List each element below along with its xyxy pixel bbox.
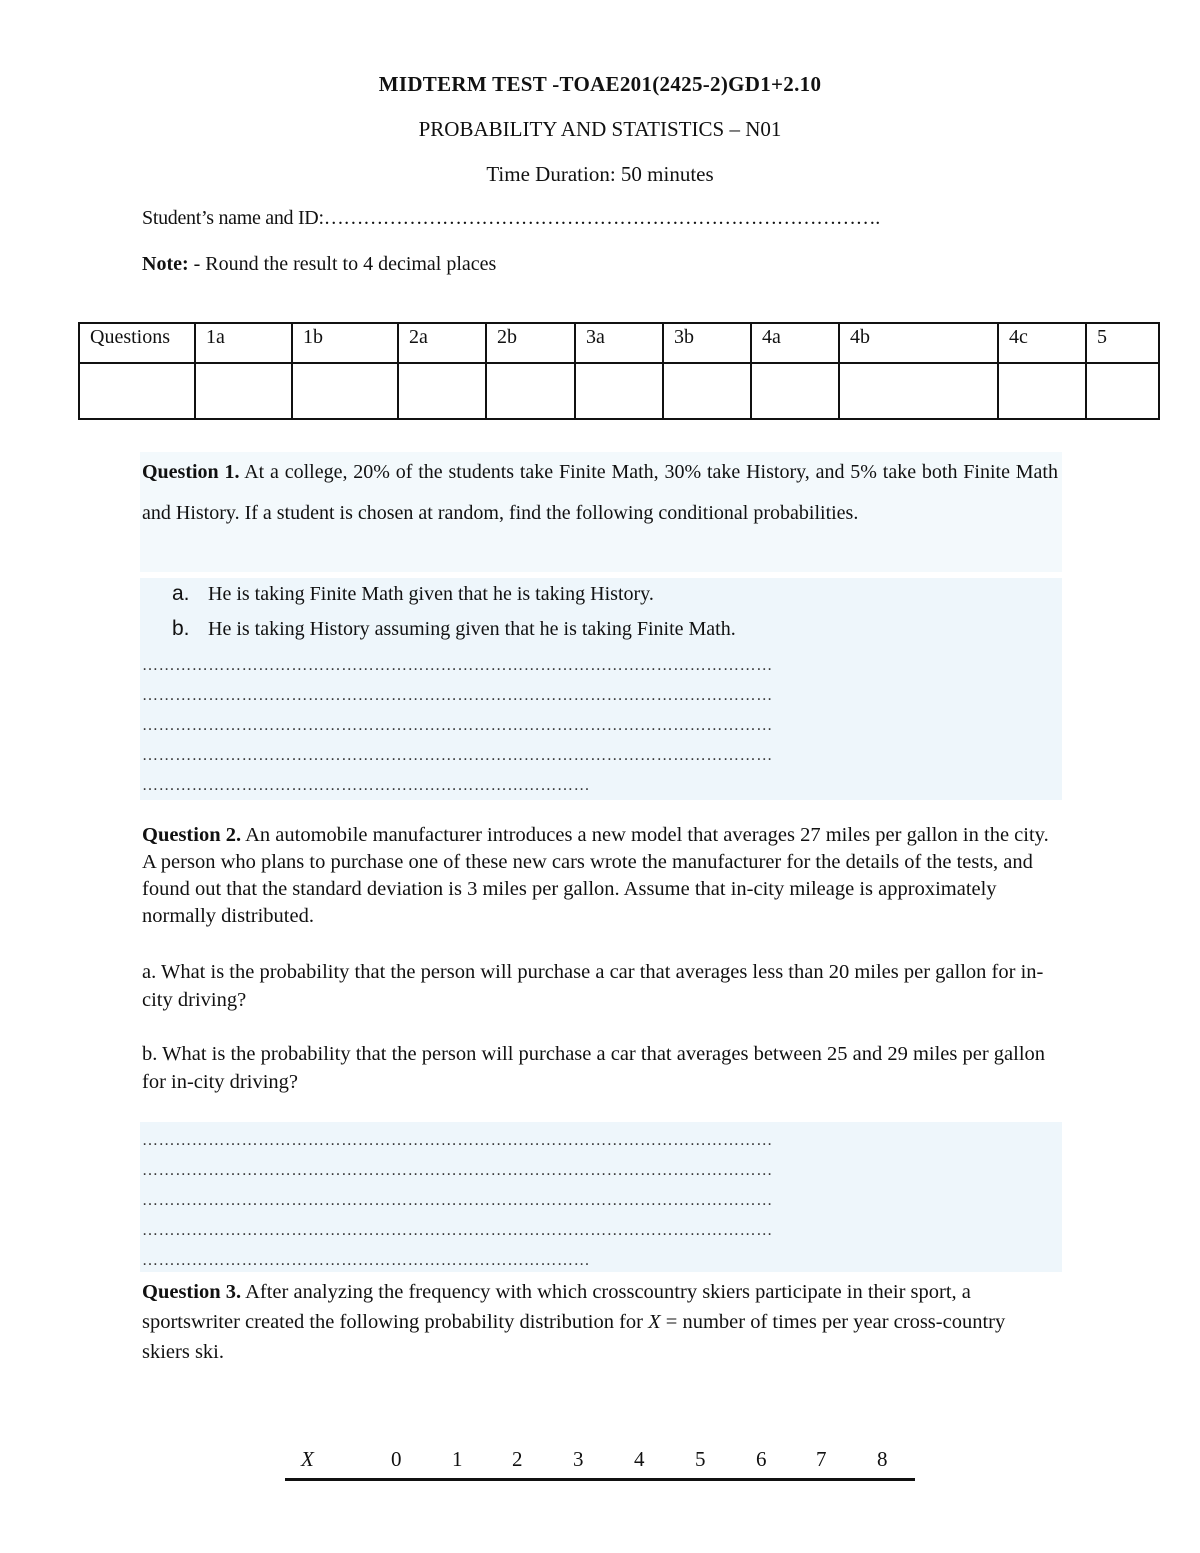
question-3-text-before: After analyzing the frequency with which crosscountry skiers participate in their sport, a sportswriter created the following probability distribution for [142,1281,971,1333]
exam-title: MIDTERM TEST -TOAE201(2425-2)GD1+2.10 [378,72,822,96]
grade-header-cell: 5 [1086,323,1159,363]
grade-header-cell: 2a [398,323,486,363]
score-cell[interactable] [486,363,575,419]
question-3-text-after: = number of times per year cross-country skiers ski. [142,1311,1006,1363]
question-1-text: At a college, 20% of the students take Finite Math, 30% take History, and 5% take both Finite Math and History. If a student is chosen at random, find the following conditional probabilities. [142,461,1058,524]
answer-dots-line: ……………………………………………………………………… [142,1252,591,1269]
question-2 [142,822,1058,930]
score-cell[interactable] [839,363,998,419]
grade-table [78,322,1160,420]
distribution-x-value: 0 [391,1447,402,1471]
distribution-x-value: 1 [452,1447,463,1471]
score-cell[interactable] [1086,363,1159,419]
grade-header-cell: Questions [79,323,195,363]
answer-dots-line: …………………………………………………………………………………………………… [142,717,773,734]
grade-header-cell: 4a [751,323,839,363]
distribution-x-value: 7 [816,1447,827,1471]
question-2-part-b: b. What is the probability that the person will purchase a car that averages between 25 and 29 miles per gallon for in-city driving? [142,1043,1046,1093]
question-1 [142,452,1058,533]
distribution-x-value: 3 [573,1447,584,1471]
distribution-x-value: 6 [756,1447,767,1471]
grade-header-cell: 4b [839,323,998,363]
q1-part-b-letter: b. [172,617,190,640]
score-cell[interactable] [575,363,663,419]
grade-table-header-row [79,323,1159,363]
question-1-label: Question 1. [142,461,240,483]
grade-table-score-row [79,363,1159,419]
grade-header-cell: 3b [663,323,751,363]
student-name-line: Student’s name and ID:…………………………………………………………………………. [142,207,881,229]
course-subtitle: PROBABILITY AND STATISTICS – N01 [418,117,782,141]
question-2-part-a: a. What is the probability that the person will purchase a car that averages less than 20 miles per gallon for in-city driving? [142,961,1044,1011]
distribution-x-value: 4 [634,1447,645,1471]
time-duration: Time Duration: 50 minutes [486,162,714,186]
q1-part-b [172,617,736,641]
grade-header-cell: 2b [486,323,575,363]
answer-dots-line: …………………………………………………………………………………………………… [142,747,773,764]
q1-part-b-text: He is taking History assuming given that he is taking Finite Math. [208,618,736,640]
distribution-x-value: 2 [512,1447,523,1471]
answer-dots-line: …………………………………………………………………………………………………… [142,657,773,674]
distribution-x-label: X [301,1447,314,1471]
note-label: Note: [142,253,189,275]
answer-dots-line: …………………………………………………………………………………………………… [142,1162,773,1179]
question-3-variable: X [648,1311,661,1333]
grade-header-cell: 4c [998,323,1086,363]
question-3-label: Question 3. [142,1281,242,1303]
question-2-text: An automobile manufacturer introduces a new model that averages 27 miles per gallon in the city. A person who plans to purchase one of these new cars wrote the manufacturer for the details of the tests, and found out that the standard deviation is 3 miles per gallon. Assume that in-city mileage is approximately normally distributed. [142,824,1049,927]
score-cell[interactable] [663,363,751,419]
score-cell[interactable] [751,363,839,419]
answer-dots-line: …………………………………………………………………………………………………… [142,1192,773,1209]
q1-part-a-letter: a. [172,582,190,605]
answer-dots-line: …………………………………………………………………………………………………… [142,1222,773,1239]
score-cell[interactable] [195,363,292,419]
answer-dots-line: ……………………………………………………………………… [142,777,591,794]
question-3 [142,1277,1058,1367]
score-cell[interactable] [292,363,398,419]
score-cell[interactable] [79,363,195,419]
q1-part-a-text: He is taking Finite Math given that he is taking History. [208,583,654,605]
distribution-x-row [285,1447,915,1487]
note-line [142,253,496,276]
grade-header-cell: 1a [195,323,292,363]
distribution-table-rule [285,1478,915,1481]
distribution-x-value: 5 [695,1447,706,1471]
answer-dots-line: …………………………………………………………………………………………………… [142,1132,773,1149]
answer-dots-line: …………………………………………………………………………………………………… [142,687,773,704]
score-cell[interactable] [998,363,1086,419]
grade-header-cell: 1b [292,323,398,363]
note-text: - Round the result to 4 decimal places [188,253,497,275]
score-cell[interactable] [398,363,486,419]
q1-part-a [172,582,654,606]
grade-header-cell: 3a [575,323,663,363]
question-2-label: Question 2. [142,824,242,846]
distribution-x-value: 8 [877,1447,888,1471]
